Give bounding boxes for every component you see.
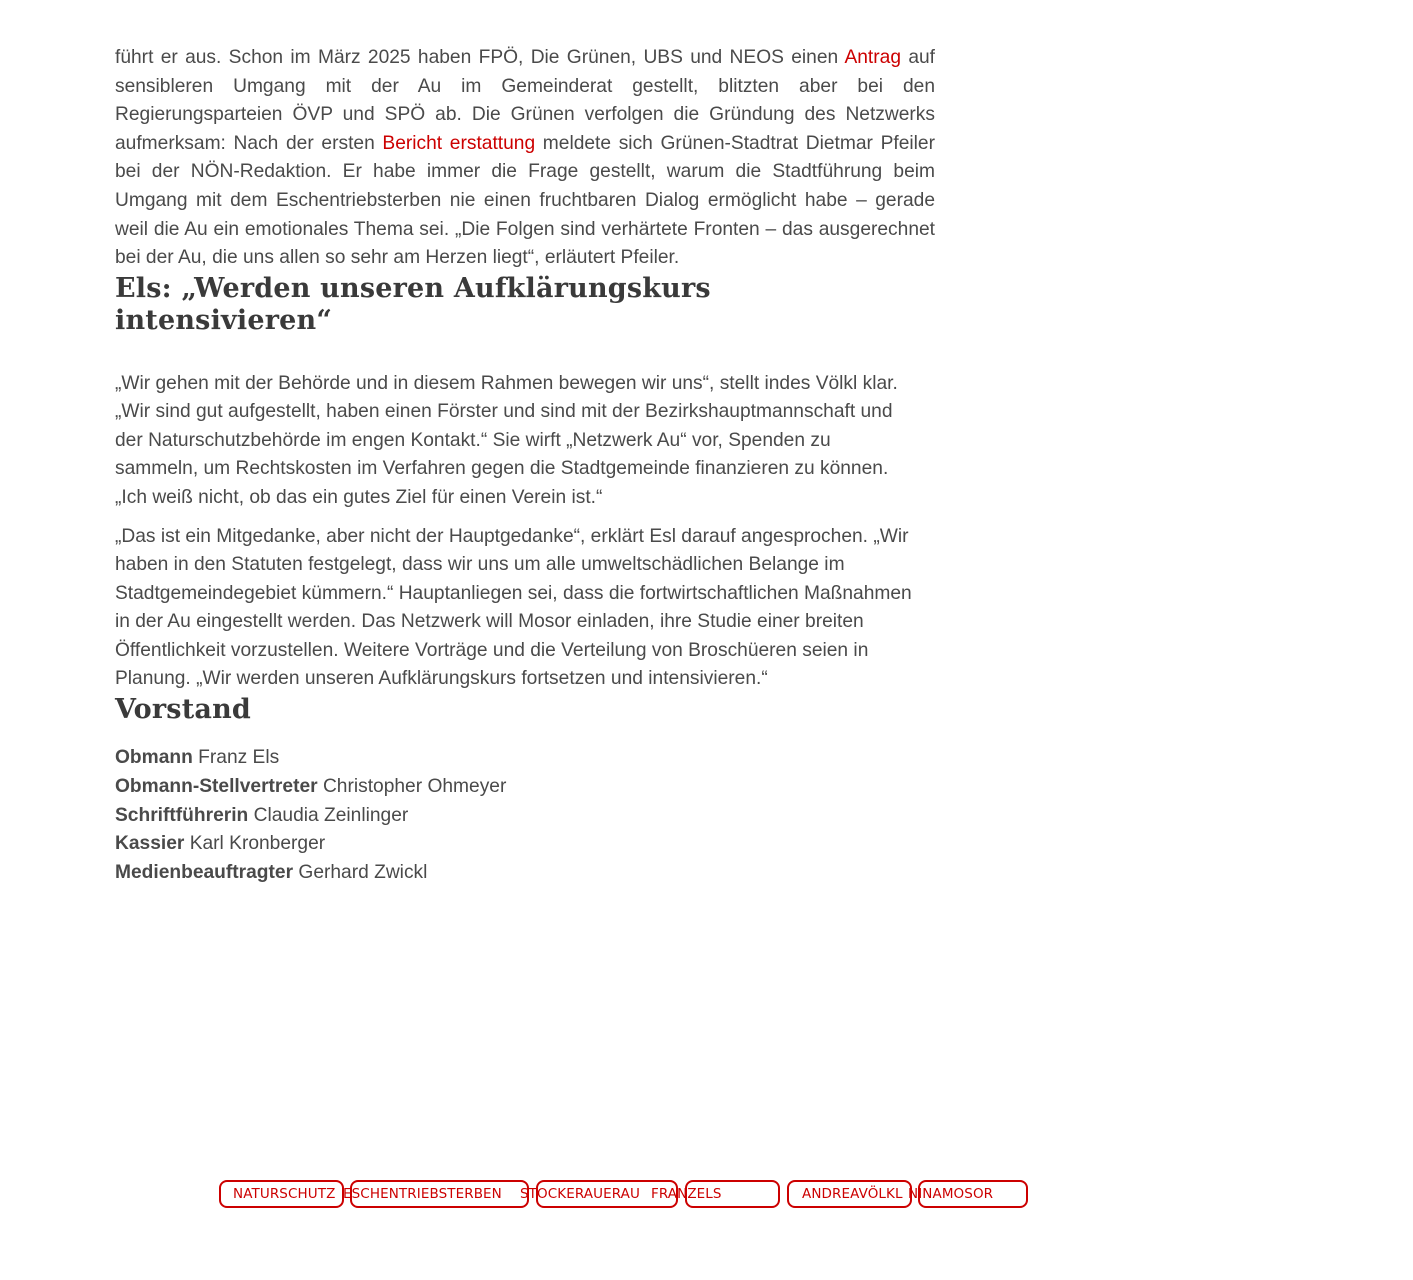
- tag-stockerauerau[interactable]: STOCKERAUERAU: [520, 1186, 640, 1202]
- board-name: Franz Els: [198, 747, 280, 769]
- board-name: Gerhard Zwickl: [298, 861, 428, 883]
- els-paragraph-1: „Wir gehen mit der Behörde und in diesem Rahmen bewegen wir uns“, stellt indes Völkl klar. „Wir sind gut aufgestellt, haben einen Förster und sind mit der Bezirkshauptmannschaft und der Naturschutzbehörde im engen Kontakt.“ Sie wirft „Netzwerk Au“ vor, Spenden zu sammeln, um Rechtskosten im Verfahren gegen die Stadtgemeinde finanzieren zu können. „Ich weiß nicht, ob das ein gutes Ziel für einen Verein ist.“: [115, 372, 898, 508]
- tag-andreavoelkl[interactable]: ANDREAVÖLKL: [802, 1186, 903, 1202]
- antrag-link[interactable]: Antrag: [844, 47, 901, 68]
- els-paragraph-2: „Das ist ein Mitgedanke, aber nicht der Hauptgedanke“, erklärt Esl darauf angesprochen. „Wir haben in den Statuten festgelegt, dass wir uns um alle umweltschädlichen Belange im Stadtgemeindegebiet kümmern.“ Hauptanliegen sei, dass die fortwirtschaftlichen Maßnahmen in der Au eingestellt werden. Das Netzwerk will Mosor einladen, ihre Studie einer breiten Öffentlichkeit vorzustellen. Weitere Vorträge und die Verteilung von Broschüeren seien in Planung. „Wir werden unseren Aufklärungskurs fortsetzen und intensivieren.“: [115, 525, 912, 690]
- board-member-schriftfuehrerin: [115, 802, 935, 831]
- intro-text-1: führt er aus. Schon im März 2025 haben FPÖ, Die Grünen, UBS und NEOS einen: [115, 47, 845, 68]
- berichterstattung-link[interactable]: Bericht erstattung: [382, 132, 536, 154]
- board-name: Karl Kronberger: [189, 833, 326, 855]
- board-role: Kassier: [115, 833, 185, 855]
- section-heading-els: Els: „Werden unseren Aufklärungskurs intensivieren“: [115, 272, 711, 337]
- board-role: Obmann: [115, 747, 193, 769]
- board-list: [115, 744, 935, 887]
- tag-ninamosor[interactable]: NINAMOSOR: [908, 1186, 994, 1202]
- tag-eschentriebsterben[interactable]: ESCHENTRIEBSTERBEN: [343, 1186, 502, 1202]
- board-name: Christopher Ohmeyer: [322, 776, 507, 798]
- board-name: Claudia Zeinlinger: [253, 804, 409, 826]
- board-member-obmann-stellvertreter: [115, 773, 935, 802]
- intro-text-3: meldete sich Grünen-Stadtrat Dietmar Pfeiler bei der NÖN-Redaktion. Er habe immer die Frage gestellt, warum die Stadtführung beim Umgang mit dem Eschentriebsterben nie einen fruchtbaren Dialog ermöglicht habe – gerade weil die Au ein emotionales Thema sei. „Die Folgen sind verhärtete Fronten – das ausgerechnet bei der Au, die uns allen so sehr am Herzen liegt“, erläutert Pfeiler.: [115, 132, 935, 269]
- board-member-medienbeauftragter: [115, 859, 935, 888]
- article-body: [115, 44, 935, 887]
- intro-text-2: auf sensibleren Umgang mit der Au im Gemeinderat gestellt, blitzten aber bei den Regierungsparteien ÖVP und SPÖ ab. Die Grünen verfolgen die Gründung des Netzwerks aufmerksam: Nach der ersten: [115, 47, 935, 154]
- tag-naturschutz[interactable]: NATURSCHUTZ: [233, 1186, 336, 1202]
- intro-paragraph: [115, 44, 935, 273]
- board-role: Obmann-Stellvertreter: [115, 776, 318, 798]
- board-member-obmann: [115, 744, 935, 773]
- board-role: Medienbeauftragter: [115, 861, 294, 883]
- board-role: Schriftführerin: [115, 804, 249, 826]
- board-member-kassier: [115, 830, 935, 859]
- section-heading-vorstand: Vorstand: [115, 694, 251, 726]
- tag-franzels[interactable]: FRANZELS: [651, 1186, 722, 1202]
